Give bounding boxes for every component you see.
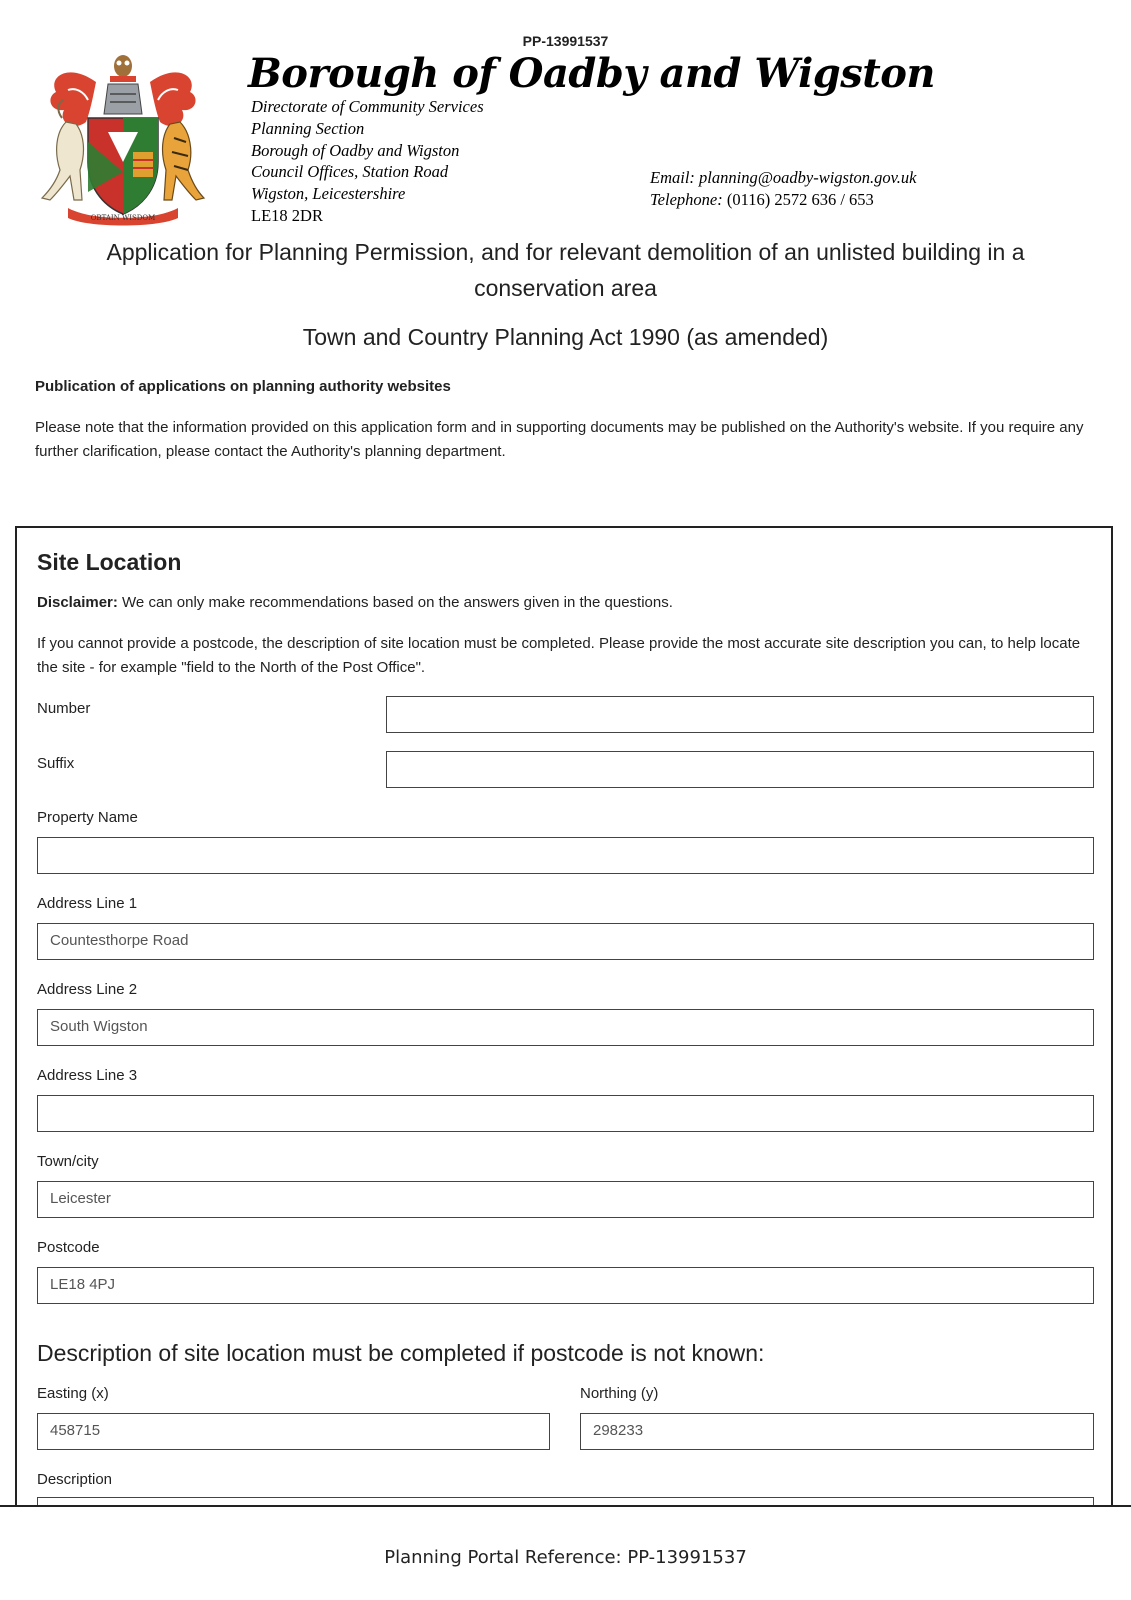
- property-name-label: Property Name: [37, 809, 138, 826]
- council-crest-icon: [38, 52, 208, 230]
- postcode-note: If you cannot provide a postcode, the description of site location must be completed. Please provide the most accurate site description you can, to help locate the site - for example "field to the North of the Post Office".: [37, 635, 1081, 676]
- council-name: Borough of Oadby and Wigston: [248, 50, 936, 97]
- address-line-2-label: Address Line 2: [37, 981, 138, 998]
- northing-input[interactable]: 298233: [580, 1413, 1094, 1450]
- crest-motto: OBTAIN WISDOM: [90, 214, 156, 222]
- publication-heading: Publication of applications on planning authority websites: [35, 378, 451, 395]
- easting-input[interactable]: 458715: [37, 1413, 550, 1450]
- address-line: Council Offices, Station Road: [251, 162, 449, 182]
- site-location-title: Site Location: [37, 549, 182, 575]
- disclaimer-text: We can only make recommendations based on the answers given in the questions.: [117, 594, 673, 611]
- address-line: Borough of Oadby and Wigston: [251, 140, 460, 160]
- act-title: Town and Country Planning Act 1990 (as amended): [302, 324, 829, 350]
- easting-label: Easting (x): [37, 1385, 109, 1402]
- town-city-input[interactable]: Leicester: [37, 1181, 1094, 1218]
- telephone-label: Telephone:: [650, 190, 723, 209]
- publication-text: Please note that the information provided on this application form and in supporting documents may be published on the Authority's website. If you require any further clarification, please contact the Authority's planning department.: [35, 419, 1084, 460]
- address-line-2-input[interactable]: South Wigston: [37, 1009, 1094, 1046]
- description-heading: Description of site location must be completed if postcode is not known:: [37, 1340, 765, 1366]
- description-label: Description: [37, 1471, 113, 1488]
- postcode-label: Postcode: [37, 1239, 100, 1256]
- disclaimer: [37, 594, 673, 611]
- address-line: Directorate of Community Services: [251, 97, 484, 116]
- council-telephone: (0116) 2572 636 / 653: [726, 190, 874, 209]
- address-line: Wigston, Leicestershire: [251, 184, 406, 204]
- address-line: Planning Section: [251, 118, 365, 138]
- postcode-input[interactable]: LE18 4PJ: [37, 1267, 1094, 1304]
- address-line-3-label: Address Line 3: [37, 1067, 138, 1084]
- number-input[interactable]: [386, 696, 1094, 733]
- application-title: Application for Planning Permission, and for relevant demolition of an unlisted building in a conservation area: [106, 239, 1025, 301]
- address-line-1-input[interactable]: Countesthorpe Road: [37, 923, 1094, 960]
- suffix-input[interactable]: [386, 751, 1094, 788]
- council-email: planning@oadby-wigston.gov.uk: [699, 168, 917, 187]
- description-input[interactable]: [37, 1497, 1094, 1505]
- council-contact: [650, 167, 916, 211]
- property-name-input[interactable]: [37, 837, 1094, 874]
- address-postcode: LE18 2DR: [251, 205, 323, 225]
- suffix-label: Suffix: [37, 755, 75, 772]
- portal-reference-footer: Planning Portal Reference: PP-13991537: [384, 1547, 747, 1568]
- northing-label: Northing (y): [580, 1385, 659, 1402]
- page-divider: [0, 1505, 1131, 1507]
- town-city-label: Town/city: [37, 1153, 99, 1170]
- email-label: Email:: [650, 168, 695, 187]
- disclaimer-label: Disclaimer:: [37, 594, 118, 611]
- number-label: Number: [37, 700, 91, 717]
- address-line-3-input[interactable]: [37, 1095, 1094, 1132]
- address-line-1-label: Address Line 1: [37, 895, 138, 912]
- reference-number-top: PP-13991537: [522, 33, 609, 49]
- council-address: [251, 96, 484, 227]
